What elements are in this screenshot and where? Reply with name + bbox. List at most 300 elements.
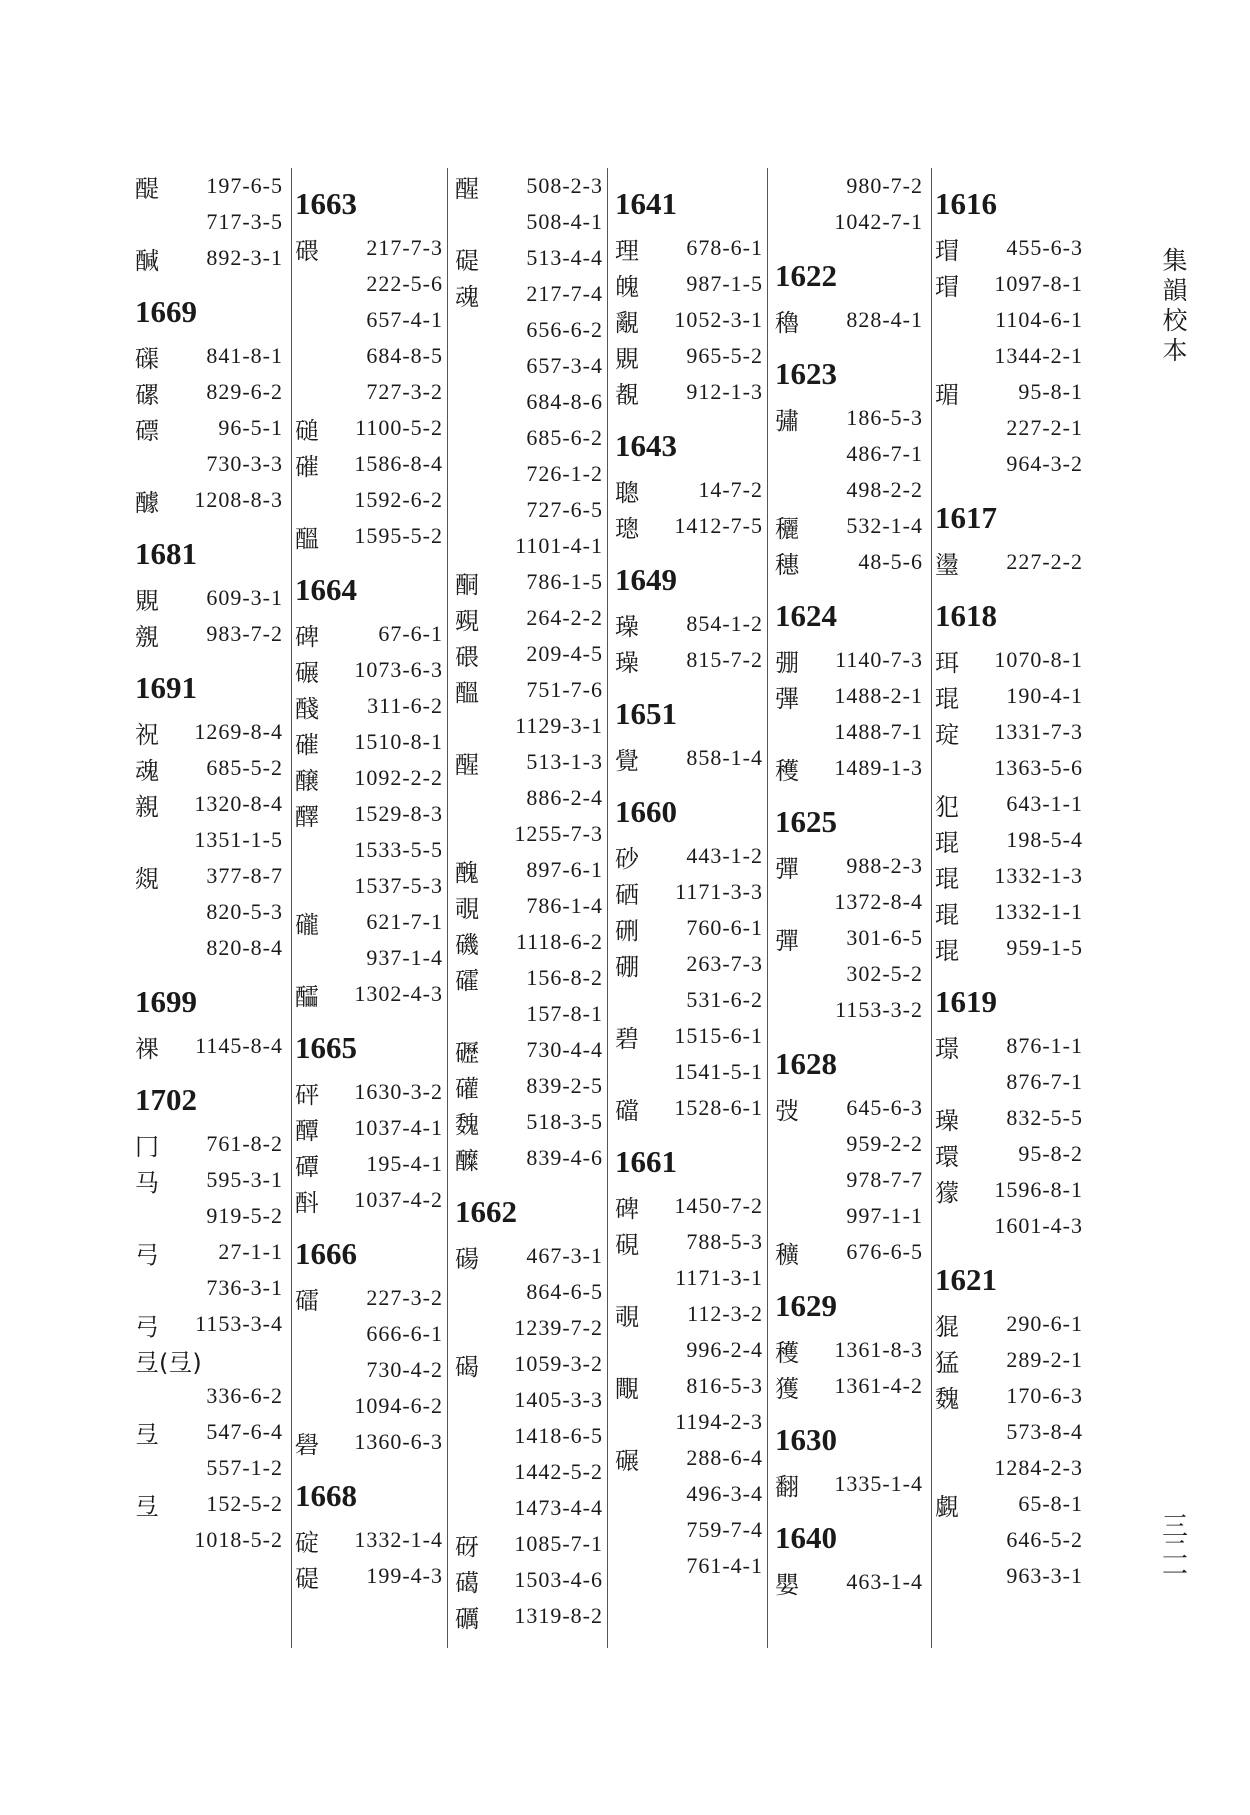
entry-character: 醽 <box>295 982 319 1011</box>
entry-reference: 152-5-2 <box>206 1491 283 1516</box>
entry-reference: 621-7-1 <box>366 909 443 934</box>
index-entry <box>615 910 765 946</box>
index-entry <box>135 1126 285 1162</box>
index-entry <box>935 410 1085 446</box>
index-entry <box>935 230 1085 266</box>
entry-reference: 685-5-2 <box>206 755 283 780</box>
entry-reference: 263-7-3 <box>686 951 763 976</box>
index-entry <box>455 456 605 492</box>
index-entry <box>935 374 1085 410</box>
index-entry <box>775 1466 925 1502</box>
entry-character: 砰 <box>295 1080 319 1109</box>
index-entry <box>455 996 605 1032</box>
book-title-char: 韻 <box>1162 276 1188 305</box>
entry-reference: 1284-2-3 <box>994 1455 1083 1480</box>
index-column-3 <box>455 168 605 1634</box>
entry-reference: 96-5-1 <box>218 415 283 440</box>
entry-reference: 195-4-1 <box>366 1151 443 1176</box>
index-entry <box>295 616 445 652</box>
entry-reference: 1018-5-2 <box>194 1527 283 1552</box>
index-entry <box>775 168 925 204</box>
entry-reference: 264-2-2 <box>526 605 603 630</box>
entry-character: 弸 <box>775 648 799 677</box>
section-header: 1630 <box>775 1422 837 1457</box>
index-entry <box>455 1490 605 1526</box>
index-entry <box>295 976 445 1012</box>
index-entry <box>295 302 445 338</box>
entry-reference: 455-6-3 <box>1006 235 1083 260</box>
entry-character: 磥 <box>135 380 159 409</box>
section-header: 1651 <box>615 696 677 731</box>
index-entry <box>455 492 605 528</box>
entry-character: 醰 <box>295 1116 319 1145</box>
entry-character: 弖 <box>135 1420 159 1449</box>
entry-character: 碮 <box>295 1564 319 1593</box>
section-header: 1702 <box>135 1082 197 1117</box>
entry-reference: 761-4-1 <box>686 1553 763 1578</box>
entry-reference: 1097-8-1 <box>994 271 1083 296</box>
entry-reference: 820-5-3 <box>206 899 283 924</box>
index-entry <box>455 708 605 744</box>
entry-reference: 112-3-2 <box>687 1301 763 1326</box>
entry-reference: 1601-4-3 <box>994 1213 1083 1238</box>
index-entry <box>135 858 285 894</box>
index-entry <box>135 1270 285 1306</box>
entry-character: 獴 <box>935 1178 959 1207</box>
index-entry <box>455 528 605 564</box>
entry-character: 礌 <box>295 1286 319 1315</box>
index-entry <box>775 678 925 714</box>
entry-character: 礑 <box>615 1096 639 1125</box>
entry-character: 琨 <box>935 936 959 965</box>
column-divider <box>291 168 292 1648</box>
entry-reference: 157-8-1 <box>526 1001 603 1026</box>
entry-character: 碨 <box>295 236 319 265</box>
entry-reference: 67-6-1 <box>378 621 443 646</box>
entry-reference: 199-4-3 <box>366 1563 443 1588</box>
entry-reference: 170-6-3 <box>1006 1383 1083 1408</box>
entry-reference: 829-6-2 <box>206 379 283 404</box>
entry-reference: 820-8-4 <box>206 935 283 960</box>
entry-reference: 786-1-5 <box>526 569 603 594</box>
entry-character: 醆 <box>295 694 319 723</box>
section-header: 1660 <box>615 794 677 829</box>
entry-character: 穭 <box>775 308 799 337</box>
entry-reference: 1510-8-1 <box>354 729 443 754</box>
index-entry <box>775 956 925 992</box>
index-entry <box>135 1378 285 1414</box>
entry-reference: 443-1-2 <box>686 843 763 868</box>
index-entry <box>455 1032 605 1068</box>
entry-reference: 496-3-4 <box>686 1481 763 1506</box>
entry-character: 環 <box>935 1142 959 1171</box>
index-entry <box>935 1486 1085 1522</box>
section-header: 1618 <box>935 598 997 633</box>
entry-character: 醒 <box>455 750 479 779</box>
entry-reference: 1473-4-4 <box>514 1495 603 1520</box>
entry-reference: 301-6-5 <box>846 925 923 950</box>
entry-reference: 965-5-2 <box>686 343 763 368</box>
entry-reference: 730-3-3 <box>206 451 283 476</box>
section-header: 1616 <box>935 186 997 221</box>
entry-character: 魏 <box>455 1110 479 1139</box>
entry-reference: 27-1-1 <box>218 1239 283 1264</box>
entry-character: 犯 <box>935 792 959 821</box>
entry-reference: 1450-7-2 <box>674 1193 763 1218</box>
index-entry <box>135 616 285 652</box>
entry-reference: 1344-2-1 <box>994 343 1083 368</box>
entry-reference: 963-3-1 <box>1006 1563 1083 1588</box>
entry-reference: 786-1-4 <box>526 893 603 918</box>
entry-reference: 1335-1-4 <box>834 1471 923 1496</box>
section-header: 1619 <box>935 984 997 1019</box>
entry-reference: 996-2-4 <box>686 1337 763 1362</box>
entry-reference: 736-3-1 <box>206 1275 283 1300</box>
index-entry <box>935 642 1085 678</box>
entry-reference: 730-4-4 <box>526 1037 603 1062</box>
index-entry <box>455 1562 605 1598</box>
entry-reference: 336-6-2 <box>206 1383 283 1408</box>
index-entry <box>775 750 925 786</box>
index-entry <box>615 1090 765 1126</box>
index-entry <box>455 600 605 636</box>
index-entry <box>455 960 605 996</box>
entry-reference: 1630-3-2 <box>354 1079 443 1104</box>
index-entry <box>295 374 445 410</box>
index-entry <box>135 204 285 240</box>
entry-character: 覸 <box>615 1374 639 1403</box>
index-entry <box>935 1450 1085 1486</box>
index-column-2 <box>295 168 445 1594</box>
index-entry <box>135 168 285 204</box>
entry-reference: 227-2-2 <box>1006 549 1083 574</box>
index-entry <box>295 1074 445 1110</box>
index-entry <box>455 1140 605 1176</box>
entry-character: 碣 <box>455 1352 479 1381</box>
entry-reference: 854-1-2 <box>686 611 763 636</box>
entry-reference: 1101-4-1 <box>515 533 603 558</box>
entry-reference: 964-3-2 <box>1006 451 1083 476</box>
entry-reference: 513-1-3 <box>526 749 603 774</box>
index-entry <box>295 1424 445 1460</box>
column-divider <box>607 168 608 1648</box>
entry-character: 醵 <box>135 488 159 517</box>
entry-reference: 1092-2-2 <box>354 765 443 790</box>
entry-reference: 1489-1-3 <box>834 755 923 780</box>
index-entry <box>775 1234 925 1270</box>
index-entry <box>615 374 765 410</box>
entry-reference: 1515-6-1 <box>674 1023 763 1048</box>
section-header: 1661 <box>615 1144 677 1179</box>
index-entry <box>455 240 605 276</box>
entry-reference: 377-8-7 <box>206 863 283 888</box>
entry-character: 碨 <box>455 642 479 671</box>
entry-character: 魂 <box>455 282 479 311</box>
entry-character: 覷 <box>935 1492 959 1521</box>
index-entry <box>775 1198 925 1234</box>
section-header: 1663 <box>295 186 357 221</box>
index-entry <box>615 606 765 642</box>
index-entry <box>295 1316 445 1352</box>
index-entry <box>935 1136 1085 1172</box>
entry-character: 理 <box>615 236 639 265</box>
entry-reference: 508-2-3 <box>526 173 603 198</box>
entry-character: 聰 <box>615 478 639 507</box>
index-entry <box>455 1104 605 1140</box>
entry-reference: 1239-7-2 <box>514 1315 603 1340</box>
entry-character: 碭 <box>455 1244 479 1273</box>
entry-character: 猛 <box>935 1348 959 1377</box>
index-entry <box>615 1224 765 1260</box>
index-entry <box>775 544 925 580</box>
index-entry <box>935 1208 1085 1244</box>
entry-character: 親 <box>135 792 159 821</box>
section-header: 1649 <box>615 562 677 597</box>
index-entry <box>935 1028 1085 1064</box>
index-entry <box>935 302 1085 338</box>
entry-reference: 1059-3-2 <box>514 1351 603 1376</box>
entry-reference: 531-6-2 <box>686 987 763 1012</box>
index-entry <box>775 204 925 240</box>
section-header: 1640 <box>775 1520 837 1555</box>
index-entry <box>295 518 445 554</box>
entry-reference: 498-2-2 <box>846 477 923 502</box>
entry-reference: 227-3-2 <box>366 1285 443 1310</box>
entry-character: 穲 <box>775 514 799 543</box>
index-entry <box>935 1558 1085 1594</box>
entry-reference: 1255-7-3 <box>514 821 603 846</box>
entry-character: 礶 <box>455 1074 479 1103</box>
entry-reference: 1302-4-3 <box>354 981 443 1006</box>
entry-reference: 727-6-5 <box>526 497 603 522</box>
entry-reference: 997-1-1 <box>846 1203 923 1228</box>
section-header: 1668 <box>295 1478 357 1513</box>
entry-character: 酮 <box>455 570 479 599</box>
entry-reference: 1037-4-1 <box>354 1115 443 1140</box>
entry-reference: 1094-6-2 <box>354 1393 443 1418</box>
entry-reference: 1118-6-2 <box>515 929 603 954</box>
index-entry <box>775 1162 925 1198</box>
entry-character: 礪 <box>455 1604 479 1633</box>
entry-reference: 988-2-3 <box>846 853 923 878</box>
index-entry <box>615 838 765 874</box>
index-entry <box>295 1146 445 1182</box>
index-entry <box>295 760 445 796</box>
entry-character: 璪 <box>935 1106 959 1135</box>
section-header: 1629 <box>775 1288 837 1323</box>
entry-character: 覢 <box>135 864 159 893</box>
index-entry <box>935 266 1085 302</box>
section-header: 1643 <box>615 428 677 463</box>
entry-character: 覞 <box>135 586 159 615</box>
entry-reference: 217-7-3 <box>366 235 443 260</box>
entry-reference: 983-7-2 <box>206 621 283 646</box>
entry-reference: 919-5-2 <box>206 1203 283 1228</box>
index-entry <box>775 1332 925 1368</box>
index-entry <box>295 1388 445 1424</box>
entry-reference: 788-5-3 <box>686 1229 763 1254</box>
entry-character: 璁 <box>615 514 639 543</box>
section-header: 1628 <box>775 1046 837 1081</box>
entry-reference: 987-1-5 <box>686 271 763 296</box>
entry-character: 穬 <box>775 1240 799 1269</box>
entry-character: 瑁 <box>935 272 959 301</box>
index-entry <box>455 888 605 924</box>
entry-reference: 557-1-2 <box>206 1455 283 1480</box>
entry-character: 琨 <box>935 684 959 713</box>
index-entry <box>135 240 285 276</box>
entry-character: 覶 <box>615 308 639 337</box>
entry-reference: 645-6-3 <box>846 1095 923 1120</box>
entry-reference: 684-8-5 <box>366 343 443 368</box>
entry-reference: 828-4-1 <box>846 307 923 332</box>
entry-character: 璪 <box>615 648 639 677</box>
entry-reference: 1129-3-1 <box>515 713 603 738</box>
entry-reference: 518-3-5 <box>526 1109 603 1134</box>
index-entry <box>615 508 765 544</box>
entry-reference: 1052-3-1 <box>674 307 763 332</box>
index-column-4 <box>615 168 765 1584</box>
index-entry <box>455 924 605 960</box>
index-entry <box>455 564 605 600</box>
entry-reference: 1070-8-1 <box>994 647 1083 672</box>
entry-reference: 486-7-1 <box>846 441 923 466</box>
section-header: 1617 <box>935 500 997 535</box>
book-title-char: 集 <box>1162 246 1188 275</box>
entry-reference: 657-3-4 <box>526 353 603 378</box>
entry-character: 覺 <box>615 746 639 775</box>
index-entry <box>775 714 925 750</box>
entry-character: 磪 <box>295 730 319 759</box>
index-entry <box>455 420 605 456</box>
index-entry <box>615 472 765 508</box>
index-entry <box>615 874 765 910</box>
entry-reference: 1171-3-1 <box>675 1265 763 1290</box>
entry-character: 磓 <box>295 416 319 445</box>
index-entry <box>455 672 605 708</box>
entry-reference: 290-6-1 <box>1006 1311 1083 1336</box>
entry-reference: 1418-6-5 <box>514 1423 603 1448</box>
index-entry <box>135 822 285 858</box>
entry-reference: 1586-8-4 <box>354 451 443 476</box>
index-entry <box>775 642 925 678</box>
entry-reference: 717-3-5 <box>206 209 283 234</box>
page-number-char: 二 <box>1161 1536 1188 1566</box>
entry-reference: 676-6-5 <box>846 1239 923 1264</box>
index-entry <box>135 1028 285 1064</box>
index-entry <box>775 302 925 338</box>
index-entry <box>295 266 445 302</box>
entry-character: 璪 <box>615 612 639 641</box>
entry-reference: 1372-8-4 <box>834 889 923 914</box>
entry-reference: 1332-1-1 <box>994 899 1083 924</box>
index-entry <box>295 1182 445 1218</box>
entry-reference: 513-4-4 <box>526 245 603 270</box>
section-header: 1665 <box>295 1030 357 1065</box>
index-entry <box>935 446 1085 482</box>
index-entry <box>935 822 1085 858</box>
index-entry <box>295 1522 445 1558</box>
book-title-char: 校 <box>1162 306 1188 335</box>
entry-character: 祝 <box>135 720 159 749</box>
entry-character: 猑 <box>935 1312 959 1341</box>
index-entry <box>775 1368 925 1404</box>
entry-character: 酙 <box>295 1188 319 1217</box>
entry-reference: 186-5-3 <box>846 405 923 430</box>
index-entry <box>775 992 925 1028</box>
section-header: 1621 <box>935 1262 997 1297</box>
column-divider <box>447 168 448 1648</box>
entry-reference: 1595-5-2 <box>354 523 443 548</box>
index-entry <box>455 1454 605 1490</box>
index-entry <box>135 1162 285 1198</box>
index-entry <box>295 652 445 688</box>
index-entry <box>295 338 445 374</box>
index-entry <box>455 744 605 780</box>
book-title-char: 本 <box>1162 336 1188 365</box>
entry-character: 瑂 <box>935 380 959 409</box>
entry-reference: 685-6-2 <box>526 425 603 450</box>
index-entry <box>455 168 605 204</box>
index-entry <box>615 1368 765 1404</box>
entry-character: 彇 <box>775 406 799 435</box>
entry-character: 礭 <box>455 966 479 995</box>
index-entry <box>295 1558 445 1594</box>
entry-character: 穗 <box>775 550 799 579</box>
index-entry <box>135 786 285 822</box>
entry-reference: 289-2-1 <box>1006 1347 1083 1372</box>
entry-reference: 547-6-4 <box>206 1419 283 1444</box>
entry-character: 彈 <box>775 854 799 883</box>
index-entry <box>135 338 285 374</box>
entry-reference: 1442-5-2 <box>514 1459 603 1484</box>
index-entry <box>775 1564 925 1600</box>
entry-reference: 508-4-1 <box>526 209 603 234</box>
entry-reference: 1537-5-3 <box>354 873 443 898</box>
entry-reference: 190-4-1 <box>1006 683 1083 708</box>
entry-reference: 1331-7-3 <box>994 719 1083 744</box>
entry-character: 醍 <box>135 174 159 203</box>
index-entry <box>615 740 765 776</box>
entry-reference: 730-4-2 <box>366 1357 443 1382</box>
section-header: 1624 <box>775 598 837 633</box>
entry-character: 魏 <box>935 1384 959 1413</box>
index-entry <box>935 1378 1085 1414</box>
index-entry <box>935 1414 1085 1450</box>
entry-reference: 959-1-5 <box>1006 935 1083 960</box>
index-entry <box>935 1064 1085 1100</box>
column-divider <box>931 168 932 1648</box>
entry-character: 琨 <box>935 864 959 893</box>
index-entry <box>775 920 925 956</box>
index-entry <box>135 1414 285 1450</box>
index-entry <box>455 852 605 888</box>
entry-character: 穫 <box>775 756 799 785</box>
entry-character: 祼 <box>135 1034 159 1063</box>
index-entry <box>455 1346 605 1382</box>
entry-reference: 1351-1-5 <box>194 827 283 852</box>
index-entry <box>775 508 925 544</box>
entry-reference: 95-8-1 <box>1018 379 1083 404</box>
index-entry <box>295 482 445 518</box>
entry-reference: 980-7-2 <box>846 173 923 198</box>
index-entry <box>135 1486 285 1522</box>
index-entry <box>455 1418 605 1454</box>
index-entry <box>615 1018 765 1054</box>
page-number-char: 一 <box>1161 1560 1188 1590</box>
index-entry <box>615 1476 765 1512</box>
index-entry <box>135 446 285 482</box>
